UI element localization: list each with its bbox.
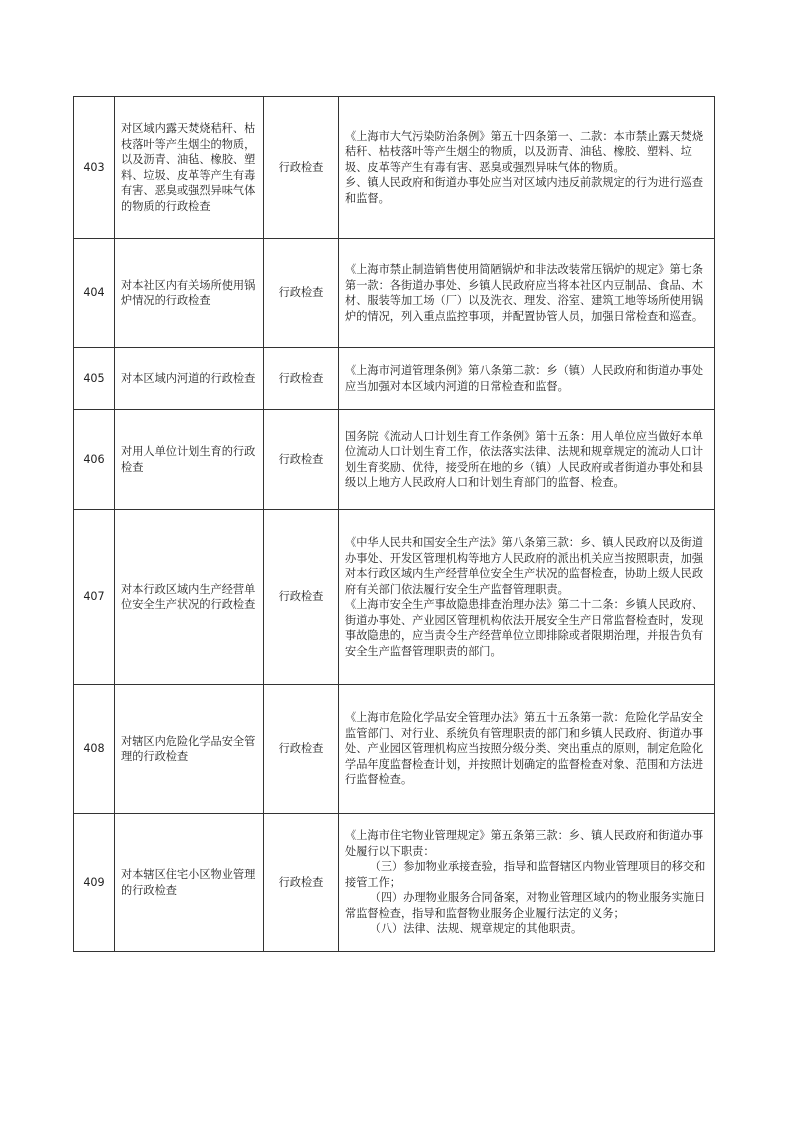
item-name: 对区域内露天焚烧秸秆、枯枝落叶等产生烟尘的物质，以及沥青、油毡、橡胶、塑料、垃圾、皮革等产生有毒有害、恶臭或强烈异味气体的物质的行政检查: [115, 97, 264, 239]
item-type: 行政检查: [264, 239, 339, 348]
basis-paragraph: 《上海市危险化学品安全管理办法》第五十五条第一款：危险化学品安全监管部门、对行业、系统负有管理职责的部门和乡镇人民政府、街道办事处、产业园区管理机构应当按照分级分类、突出重点的原则，制定危险化学品年度监督检查计划，并按照计划确定的监督检查对象、范围和方法进行监督检查。: [345, 711, 704, 787]
row-number: 406: [74, 410, 115, 510]
row-number: 403: [74, 97, 115, 239]
basis-paragraph: 乡、镇人民政府和街道办事处应当对区域内违反前款规定的行为进行巡查和监督。: [345, 176, 704, 205]
inspection-table: [73, 96, 715, 952]
row-number: 409: [74, 814, 115, 952]
row-number: 405: [74, 348, 115, 410]
item-name: 对本社区内有关场所使用锅炉情况的行政检查: [115, 239, 264, 348]
row-number: 408: [74, 685, 115, 814]
legal-basis: [339, 239, 715, 348]
item-type: 行政检查: [264, 97, 339, 239]
table-row: [74, 510, 715, 685]
item-name: 对辖区内危险化学品安全管理的行政检查: [115, 685, 264, 814]
table-row: [74, 814, 715, 952]
basis-paragraph: 国务院《流动人口计划生育工作条例》第十五条：用人单位应当做好本单位流动人口计划生育工作，依法落实法律、法规和规章规定的流动人口计划生育奖励、优待，接受所在地的乡（镇）人民政府或者街道办事处和县级以上地方人民政府人口和计划生育部门的监督、检查。: [345, 429, 704, 489]
legal-basis: [339, 348, 715, 410]
basis-paragraph: 《中华人民共和国安全生产法》第八条第三款：乡、镇人民政府以及街道办事处、开发区管理机构等地方人民政府的派出机关应当按照职责，加强对本行政区域内生产经营单位安全生产状况的监督检查，协助上级人民政府有关部门依法履行安全生产监督管理职责。: [345, 536, 704, 596]
item-name: 对用人单位计划生育的行政检查: [115, 410, 264, 510]
item-name: 对本辖区住宅小区物业管理的行政检查: [115, 814, 264, 952]
legal-basis: [339, 510, 715, 685]
table-row: [74, 410, 715, 510]
legal-basis: [339, 814, 715, 952]
basis-paragraph: （四）办理物业服务合同备案，对物业管理区域内的物业服务实施日常监督检查，指导和监督物业服务企业履行法定的义务；: [345, 891, 706, 920]
item-name: 对本行政区域内生产经营单位安全生产状况的行政检查: [115, 510, 264, 685]
basis-paragraph: 《上海市大气污染防治条例》第五十四条第一、二款：本市禁止露天焚烧秸秆、枯枝落叶等产生烟尘的物质，以及沥青、油毡、橡胶、塑料、垃圾、皮革等产生有毒有害、恶臭或强烈异味气体的物质。: [345, 129, 704, 174]
basis-paragraph: 《上海市禁止制造销售使用简陋锅炉和非法改装常压锅炉的规定》第七条第一款：各街道办事处、乡镇人民政府应当将本社区内豆制品、食品、木材、服装等加工场（厂）以及洗衣、理发、浴室、建筑工地等场所使用锅炉的情况，列入重点监控事项，并配置协管人员，加强日常检查和巡查。: [345, 263, 704, 323]
legal-basis: [339, 97, 715, 239]
table-row: [74, 239, 715, 348]
item-type: 行政检查: [264, 348, 339, 410]
table-row: [74, 97, 715, 239]
row-number: 404: [74, 239, 115, 348]
basis-paragraph: （三）参加物业承接查验，指导和监督辖区内物业管理项目的移交和接管工作；: [345, 860, 706, 889]
item-type: 行政检查: [264, 814, 339, 952]
table-row: [74, 685, 715, 814]
row-number: 407: [74, 510, 115, 685]
basis-paragraph: 《上海市安全生产事故隐患排查治理办法》第二十二条：乡镇人民政府、街道办事处、产业园区管理机构依法开展安全生产日常监督检查时，发现事故隐患的，应当责令生产经营单位立即排除或者限期治理，并报告负有安全生产监督管理职责的部门。: [345, 598, 704, 658]
basis-paragraph: （八）法律、法规、规章规定的其他职责。: [369, 922, 583, 936]
item-type: 行政检查: [264, 510, 339, 685]
item-type: 行政检查: [264, 685, 339, 814]
basis-paragraph: 《上海市河道管理条例》第八条第二款：乡（镇）人民政府和街道办事处应当加强对本区域内河道的日常检查和监督。: [345, 364, 704, 393]
item-type: 行政检查: [264, 410, 339, 510]
table-row: [74, 348, 715, 410]
legal-basis: [339, 410, 715, 510]
legal-basis: [339, 685, 715, 814]
basis-paragraph: 《上海市住宅物业管理规定》第五条第三款：乡、镇人民政府和街道办事处履行以下职责：: [345, 829, 704, 858]
item-name: 对本区域内河道的行政检查: [115, 348, 264, 410]
